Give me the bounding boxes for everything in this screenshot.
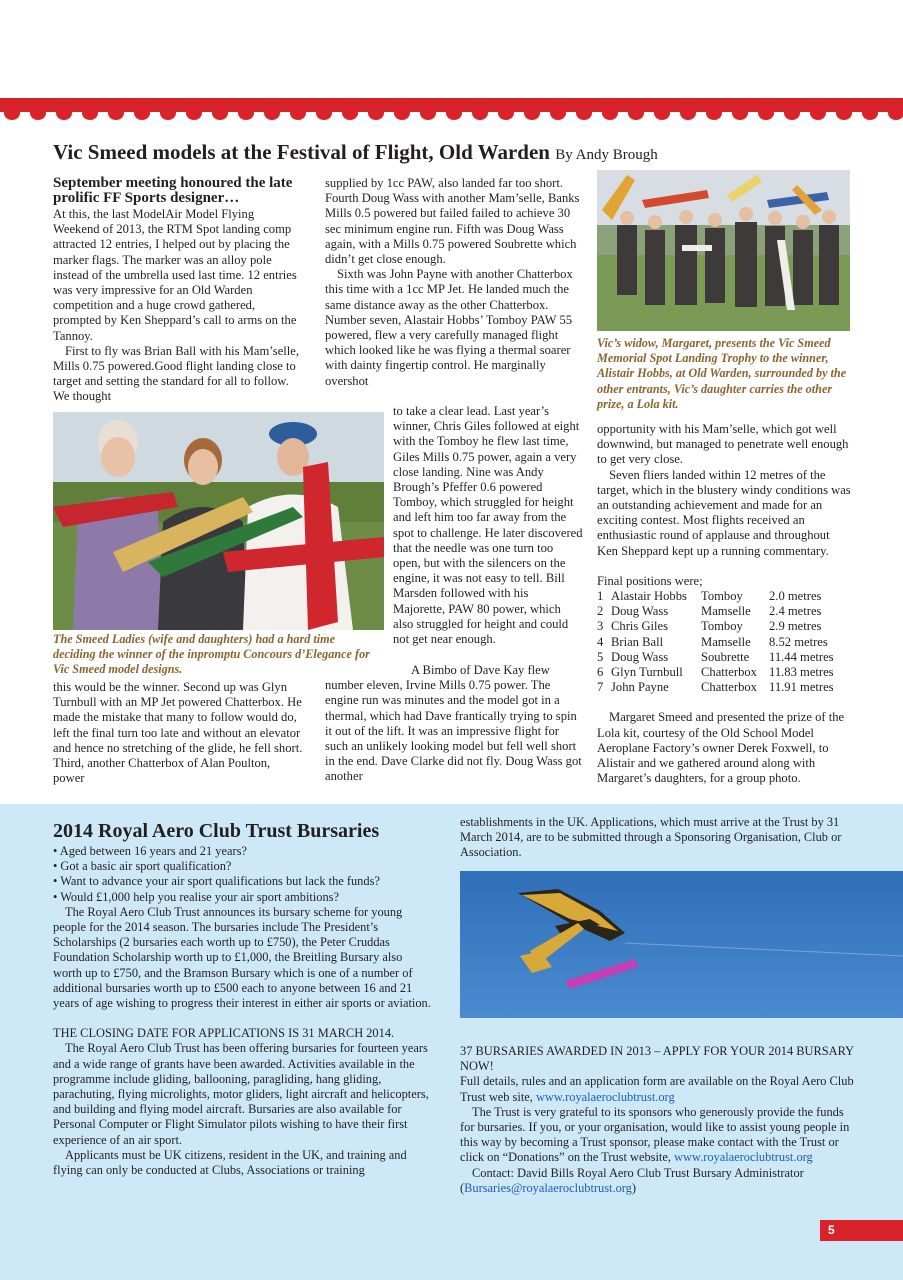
paragraph: Sixth was John Payne with another Chatterbox this time with a 1cc MP Jet. He landed much the same distance away as the other Chatterbox. Number seven, Alastair Hobbs’ Tomboy PAW 55 powered, flew a very carefully managed flight which looked like he was flying a thermal soarer with dainty fingertip control. He marginally overshot [325, 267, 573, 388]
email-line: (Bursaries@royalaeroclubtrust.org) [460, 1180, 637, 1195]
results-cell-model: Mamselle [701, 604, 751, 619]
scallop [212, 106, 228, 120]
article-column-2 [325, 176, 582, 389]
results-cell-pos: 6 [597, 665, 604, 680]
article-subheading: September meeting honoured the late prolific FF Sports designer… [53, 175, 293, 206]
paragraph: The Royal Aero Club Trust has been offering bursaries for fourteen years and a wide range of grants have been awarded. Activities available in the programme include gliding, ballooning, paragliding, hang gliding, parachuting, flying microlights, motor gliders, light aircraft and helicopters, and building and flying model aircraft. Bursaries are also available for Personal Computer or Flight Simulator pilots wishing to have their first experience of an air sport. [53, 1041, 429, 1147]
scallop [394, 106, 410, 120]
scallop [784, 106, 800, 120]
scallop [628, 106, 644, 120]
results-cell-name: Doug Wass [611, 649, 669, 664]
paragraph: Seven fliers landed within 12 metres of the target, which in the blustery windy conditions was an outstanding achievement and made for an exciting contest. Most flights received an enthusiastic round of applause and throughout Ken Sheppard kept up a running commentary. [597, 467, 851, 558]
page-number-tab [820, 1220, 903, 1241]
results-cell-pos: 1 [597, 589, 604, 604]
scallop [706, 106, 722, 120]
results-cell-model: Chatterbox [701, 665, 757, 680]
scallop [160, 106, 176, 120]
results-cell-dist: 11.44 metres [769, 649, 834, 664]
scallop [654, 106, 670, 120]
results-row [597, 589, 853, 604]
photo-smeed-ladies [53, 412, 384, 630]
results-cell-pos: 2 [597, 604, 604, 619]
paragraph: to take a clear lead. Last year’s winner, Chris Giles followed at eight with the Tomboy he flew last time, Giles Mills 0.75 power, again a very close landing. Nine was Andy Brough’s Pfeffer 0.6 powered Tomboy, which struggled for height and left him too far away from the spot to challenge. He later discovered that the needle was one turn too open, but with the silencers on the engine, it was not easy to tell. Bill Marsden followed with his Majorette, PAW 80 power, which also struggled for height and could not get near enough. [393, 404, 583, 647]
photo-group-winners-image [597, 170, 850, 331]
scallop [524, 106, 540, 120]
scallop [758, 106, 774, 120]
results-cell-pos: 3 [597, 619, 604, 634]
scallop [446, 106, 462, 120]
scallop [888, 106, 903, 120]
paragraph: this would be the winner. Second up was Glyn Turnbull with an MP Jet powered Chatterbox. He made the mistake that many to follow would do, left the final turn too late and without an elevator and hence no stretching of the glide, he fell short. Third, another Chatterbox of Alan Poulton, power [53, 680, 303, 786]
bursary-left-column [53, 844, 433, 1178]
bursary-bullet: • Would £1,000 help you realise your air sport ambitions? [53, 889, 339, 904]
article-column-3 [597, 422, 853, 786]
bursary-title: 2014 Royal Aero Club Trust Bursaries [53, 820, 380, 842]
photo-model-glider [460, 871, 903, 1018]
scallop [134, 106, 150, 120]
photo-smeed-ladies-caption: The Smeed Ladies (wife and daughters) had a hard time deciding the winner of the inpromptu Concours d’Elegance for Vic Smeed model designs. [53, 632, 370, 677]
email-link[interactable]: Bursaries@royalaeroclubtrust.org [464, 1180, 632, 1195]
scallop [602, 106, 618, 120]
results-cell-dist: 11.83 metres [769, 665, 834, 680]
scallop [342, 106, 358, 120]
results-cell-model: Tomboy [701, 619, 743, 634]
bursary-bullet: • Aged between 16 years and 21 years? [53, 844, 247, 858]
scallop [550, 106, 566, 120]
paragraph: opportunity with his Mam’selle, which got well downwind, but managed to penetrate well enough to get very close. [597, 422, 849, 467]
website-link[interactable]: www.royalaeroclubtrust.org [674, 1150, 813, 1165]
scallop [238, 106, 254, 120]
scallop [498, 106, 514, 120]
results-cell-name: Alastair Hobbs [611, 589, 687, 604]
article-column-1-continued [53, 680, 303, 786]
awarded-heading: 37 BURSARIES AWARDED IN 2013 – APPLY FOR YOUR 2014 BURSARY NOW! [460, 1044, 854, 1074]
scallop [680, 106, 696, 120]
results-cell-name: John Payne [611, 680, 669, 695]
page-number: 5 [828, 1223, 835, 1237]
photo-group-winners-caption: Vic’s widow, Margaret, presents the Vic Smeed Memorial Spot Landing Trophy to the winner, Alistair Hobbs, at Old Warden, surrounded by the other entrants, Vic’s daughter carries the other prize, a Lola kit. [597, 336, 847, 411]
scallop [368, 106, 384, 120]
paragraph: Applicants must be UK citizens, resident in the UK, and training and flying can only be conducted at Clubs, Associations or training [53, 1147, 407, 1178]
scallop [108, 106, 124, 120]
results-cell-name: Brian Ball [611, 634, 664, 649]
results-cell-pos: 5 [597, 649, 604, 664]
results-cell-name: Doug Wass [611, 604, 669, 619]
results-table [597, 589, 853, 695]
results-cell-dist: 2.4 metres [769, 604, 822, 619]
article-column-2-wrap [393, 404, 583, 647]
closing-date-heading: THE CLOSING DATE FOR APPLICATIONS IS 31 MARCH 2014. [53, 1026, 395, 1041]
paragraph: The Trust is very grateful to its sponsors who generously provide the funds for bursaries. If you, or your organisation, would like to assist young people in this way by becoming a Trust sponsor, please make contact with the Trust or click on “Donations” on the Trust website, www.royalaeroclubtrust.org [460, 1104, 850, 1165]
results-cell-name: Glyn Turnbull [611, 665, 683, 680]
bursary-right-top [460, 815, 850, 861]
scallop [82, 106, 98, 120]
results-row [597, 619, 853, 634]
scallop [186, 106, 202, 120]
results-cell-model: Chatterbox [701, 680, 757, 695]
article-title: Vic Smeed models at the Festival of Flight, Old Warden By Andy Brough [53, 140, 658, 164]
paragraph: Full details, rules and an application form are available on the Royal Aero Club Trust web site, www.royalaeroclubtrust.org [460, 1074, 854, 1104]
results-cell-dist: 2.0 metres [769, 589, 822, 604]
article-column-2-lower [325, 663, 582, 785]
photo-group-winners [597, 170, 850, 331]
results-cell-pos: 7 [597, 680, 604, 695]
scallop [576, 106, 592, 120]
scallop [472, 106, 488, 120]
results-cell-model: Tomboy [701, 589, 743, 604]
header-scallop-border [0, 106, 903, 120]
scallop [862, 106, 878, 120]
results-cell-name: Chris Giles [611, 619, 669, 634]
results-row [597, 650, 853, 665]
article-byline: By Andy Brough [555, 147, 658, 163]
bursary-right-column [460, 1044, 855, 1196]
paragraph: First to fly was Brian Ball with his Mam’selle, Mills 0.75 powered.Good flight landing close to target and setting the standard for all to follow. We thought [53, 343, 300, 404]
scallop [836, 106, 852, 120]
bursary-bullet: • Got a basic air sport qualification? [53, 859, 232, 874]
paragraph: At this, the last ModelAir Model Flying Weekend of 2013, the RTM Spot landing comp attracted 12 entries, I helped out by placing the marker flags. The marker was an alloy pole instead of the umbrella used last time. 12 entries was very impressive for an Old Warden competition and a huge crowd gathered, prompted by Ken Sheppard’s call to arms on the Tannoy. [53, 207, 297, 343]
paragraph: A Bimbo of Dave Kay flew number eleven, Irvine Mills 0.75 power. The engine run was minutes and the model got in a thermal, which had Dave frantically trying to spin it out of the lift. It was an impressive flight for such an unlikely looking model but fell well short in the end. Dave Clarke did not fly. Doug Wass got another [325, 663, 582, 784]
article-column-1 [53, 176, 303, 405]
scallop [30, 106, 46, 120]
scallop [420, 106, 436, 120]
results-cell-pos: 4 [597, 634, 604, 649]
paragraph: Margaret Smeed and presented the prize of the Lola kit, courtesy of the Old School Model Aeroplane Factory’s owner Derek Foxwell, to Alistair and we gathered around along with Margaret’s daughters, for a group photo. [597, 710, 845, 786]
results-row [597, 680, 853, 695]
results-row [597, 635, 853, 650]
scallop [56, 106, 72, 120]
scallop [316, 106, 332, 120]
scallop [290, 106, 306, 120]
contact-line: Contact: David Bills Royal Aero Club Trust Bursary Administrator [472, 1165, 804, 1180]
scallop [810, 106, 826, 120]
results-heading: Final positions were; [597, 573, 703, 588]
results-row [597, 665, 853, 680]
results-cell-model: Mamselle [701, 634, 751, 649]
scallop [732, 106, 748, 120]
results-cell-dist: 11.91 metres [769, 680, 834, 695]
scallop [264, 106, 280, 120]
paragraph: supplied by 1cc PAW, also landed far too short. Fourth Doug Wass with another Mam’selle, Banks Mills 0.5 powered but failed failed to achieve 30 sec minimum engine run. Fifth was Doug Wass again, with a Mills 0.75 powered Soubrette which didn’t get close enough. [325, 176, 580, 267]
results-row [597, 604, 853, 619]
results-cell-dist: 8.52 metres [769, 634, 828, 649]
photo-smeed-ladies-image [53, 412, 384, 630]
photo-model-glider-image [460, 871, 903, 1018]
results-cell-dist: 2.9 metres [769, 619, 822, 634]
paragraph: establishments in the UK. Applications, which must arrive at the Trust by 31 March 2014, are to be submitted through a Sponsoring Organisation, Club or Association. [460, 815, 842, 860]
results-cell-model: Soubrette [701, 649, 750, 664]
website-link[interactable]: www.royalaeroclubtrust.org [535, 1089, 675, 1104]
scallop [4, 106, 20, 120]
bursary-bullet: • Want to advance your air sport qualifications but lack the funds? [53, 874, 380, 889]
paragraph: The Royal Aero Club Trust announces its bursary scheme for young people for the 2014 season. The bursaries include The President’s Scholarships (2 bursaries each worth up to £750), the Peter Cruddas Foundation Scholarship worth up to £1,000, the Breitling Bursary also worth up to £750, and the Bramson Bursary which is one of a number of additional bursaries worth up to £500 each to anyone between 16 and 21 years of age wishing to progress their interest in either air sports or aviation. [53, 904, 431, 1011]
